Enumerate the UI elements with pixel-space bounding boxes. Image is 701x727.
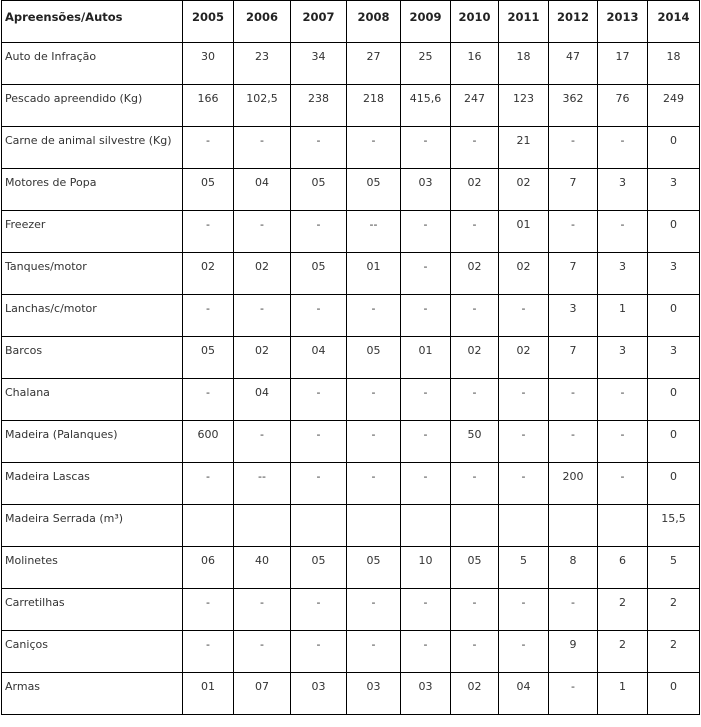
value-cell: - — [451, 631, 499, 673]
value-cell: - — [183, 631, 234, 673]
value-cell: - — [183, 589, 234, 631]
value-cell — [291, 505, 347, 547]
value-cell: - — [291, 379, 347, 421]
value-cell: 18 — [499, 43, 549, 85]
row-label: Motores de Popa — [2, 169, 183, 211]
value-cell: 1 — [598, 295, 648, 337]
table-row — [2, 631, 700, 673]
value-cell: - — [183, 295, 234, 337]
value-cell: - — [234, 127, 291, 169]
value-cell: 27 — [347, 43, 401, 85]
value-cell: - — [499, 631, 549, 673]
table-row — [2, 295, 700, 337]
value-cell: 34 — [291, 43, 347, 85]
value-cell: - — [598, 127, 648, 169]
row-label: Pescado apreendido (Kg) — [2, 85, 183, 127]
table-row — [2, 505, 700, 547]
value-cell: 17 — [598, 43, 648, 85]
value-cell: - — [234, 295, 291, 337]
value-cell: 5 — [499, 547, 549, 589]
value-cell: 40 — [234, 547, 291, 589]
value-cell: 16 — [451, 43, 499, 85]
value-cell: - — [347, 589, 401, 631]
value-cell: 8 — [549, 547, 598, 589]
row-label: Madeira (Palanques) — [2, 421, 183, 463]
year-header: 2007 — [291, 1, 347, 43]
value-cell: - — [183, 463, 234, 505]
value-cell: - — [549, 421, 598, 463]
value-cell: 04 — [499, 673, 549, 715]
value-cell: 2 — [598, 631, 648, 673]
value-cell: - — [291, 631, 347, 673]
value-cell: - — [291, 295, 347, 337]
value-cell: - — [401, 211, 451, 253]
value-cell — [234, 505, 291, 547]
value-cell: 1 — [598, 673, 648, 715]
value-cell: 0 — [648, 127, 700, 169]
value-cell: - — [347, 421, 401, 463]
table-row — [2, 211, 700, 253]
row-label: Chalana — [2, 379, 183, 421]
value-cell: 2 — [598, 589, 648, 631]
value-cell: 02 — [451, 169, 499, 211]
value-cell: 15,5 — [648, 505, 700, 547]
value-cell: 05 — [183, 337, 234, 379]
value-cell: - — [598, 211, 648, 253]
table-row — [2, 589, 700, 631]
value-cell: - — [183, 211, 234, 253]
row-label: Carne de animal silvestre (Kg) — [2, 127, 183, 169]
value-cell: 7 — [549, 337, 598, 379]
row-label: Carretilhas — [2, 589, 183, 631]
value-cell — [549, 505, 598, 547]
value-cell: 6 — [598, 547, 648, 589]
value-cell: - — [347, 127, 401, 169]
value-cell: 05 — [291, 169, 347, 211]
year-header: 2005 — [183, 1, 234, 43]
year-header: 2009 — [401, 1, 451, 43]
table-row — [2, 85, 700, 127]
value-cell: - — [549, 127, 598, 169]
row-label: Auto de Infração — [2, 43, 183, 85]
value-cell: 415,6 — [401, 85, 451, 127]
value-cell: - — [401, 589, 451, 631]
value-cell: - — [401, 379, 451, 421]
row-label: Caniços — [2, 631, 183, 673]
value-cell: -- — [234, 463, 291, 505]
value-cell: 0 — [648, 295, 700, 337]
value-cell: 2 — [648, 631, 700, 673]
value-cell: 7 — [549, 253, 598, 295]
value-cell: 02 — [183, 253, 234, 295]
value-cell: - — [499, 589, 549, 631]
value-cell: 10 — [401, 547, 451, 589]
value-cell: 02 — [451, 253, 499, 295]
value-cell: 02 — [451, 337, 499, 379]
value-cell: 2 — [648, 589, 700, 631]
value-cell: 05 — [291, 547, 347, 589]
table-row — [2, 253, 700, 295]
value-cell: - — [183, 127, 234, 169]
value-cell: 03 — [347, 673, 401, 715]
value-cell — [183, 505, 234, 547]
table-row — [2, 337, 700, 379]
value-cell: - — [183, 379, 234, 421]
value-cell: 01 — [183, 673, 234, 715]
value-cell: - — [401, 463, 451, 505]
value-cell: - — [234, 421, 291, 463]
row-label: Lanchas/c/motor — [2, 295, 183, 337]
value-cell: - — [234, 631, 291, 673]
value-cell: 9 — [549, 631, 598, 673]
value-cell: 5 — [648, 547, 700, 589]
value-cell: - — [451, 379, 499, 421]
value-cell: 21 — [499, 127, 549, 169]
row-label: Tanques/motor — [2, 253, 183, 295]
value-cell: - — [549, 589, 598, 631]
value-cell: - — [598, 463, 648, 505]
value-cell: 0 — [648, 673, 700, 715]
value-cell: 04 — [234, 379, 291, 421]
value-cell: - — [401, 253, 451, 295]
value-cell: - — [347, 631, 401, 673]
table-row — [2, 43, 700, 85]
table-row — [2, 379, 700, 421]
value-cell: - — [234, 589, 291, 631]
value-cell: - — [451, 127, 499, 169]
value-cell: 123 — [499, 85, 549, 127]
value-cell: 04 — [234, 169, 291, 211]
value-cell: - — [401, 295, 451, 337]
value-cell: 05 — [347, 547, 401, 589]
row-label: Freezer — [2, 211, 183, 253]
value-cell: 01 — [347, 253, 401, 295]
value-cell: 04 — [291, 337, 347, 379]
table-row — [2, 463, 700, 505]
value-cell: - — [291, 463, 347, 505]
value-cell: 600 — [183, 421, 234, 463]
row-label: Madeira Lascas — [2, 463, 183, 505]
value-cell: 01 — [499, 211, 549, 253]
value-cell: 3 — [598, 337, 648, 379]
value-cell: 02 — [499, 253, 549, 295]
value-cell: 3 — [598, 169, 648, 211]
value-cell: 03 — [291, 673, 347, 715]
value-cell: 18 — [648, 43, 700, 85]
header-label-cell: Apreensões/Autos — [2, 1, 183, 43]
row-label: Molinetes — [2, 547, 183, 589]
value-cell: - — [347, 379, 401, 421]
year-header: 2014 — [648, 1, 700, 43]
value-cell: - — [234, 211, 291, 253]
value-cell: 362 — [549, 85, 598, 127]
value-cell: - — [401, 421, 451, 463]
value-cell: 25 — [401, 43, 451, 85]
value-cell: 249 — [648, 85, 700, 127]
row-label: Armas — [2, 673, 183, 715]
value-cell: 47 — [549, 43, 598, 85]
value-cell: - — [291, 211, 347, 253]
value-cell: - — [451, 295, 499, 337]
value-cell: - — [347, 463, 401, 505]
value-cell: 02 — [451, 673, 499, 715]
value-cell: 23 — [234, 43, 291, 85]
value-cell: -- — [347, 211, 401, 253]
value-cell — [451, 505, 499, 547]
value-cell: 05 — [183, 169, 234, 211]
value-cell: 06 — [183, 547, 234, 589]
value-cell: 05 — [451, 547, 499, 589]
value-cell: 02 — [234, 337, 291, 379]
value-cell: 247 — [451, 85, 499, 127]
value-cell: - — [549, 673, 598, 715]
value-cell — [347, 505, 401, 547]
row-label: Madeira Serrada (m³) — [2, 505, 183, 547]
value-cell: 01 — [401, 337, 451, 379]
year-header: 2013 — [598, 1, 648, 43]
value-cell: - — [549, 211, 598, 253]
value-cell: 76 — [598, 85, 648, 127]
row-label: Barcos — [2, 337, 183, 379]
year-header: 2006 — [234, 1, 291, 43]
value-cell: 3 — [598, 253, 648, 295]
value-cell: - — [499, 379, 549, 421]
value-cell: - — [401, 127, 451, 169]
year-header: 2008 — [347, 1, 401, 43]
value-cell: 3 — [648, 253, 700, 295]
header-row — [2, 1, 700, 43]
value-cell: 3 — [648, 337, 700, 379]
value-cell: 218 — [347, 85, 401, 127]
value-cell: 166 — [183, 85, 234, 127]
value-cell: 07 — [234, 673, 291, 715]
value-cell: 30 — [183, 43, 234, 85]
value-cell: - — [451, 211, 499, 253]
table-row — [2, 547, 700, 589]
value-cell: 05 — [291, 253, 347, 295]
value-cell: - — [451, 463, 499, 505]
value-cell: 3 — [549, 295, 598, 337]
table-row — [2, 673, 700, 715]
value-cell: - — [499, 421, 549, 463]
seizures-table — [1, 0, 700, 715]
value-cell: - — [347, 295, 401, 337]
table-row — [2, 421, 700, 463]
value-cell: - — [499, 463, 549, 505]
value-cell: 102,5 — [234, 85, 291, 127]
value-cell: - — [499, 295, 549, 337]
value-cell: 05 — [347, 169, 401, 211]
value-cell: 7 — [549, 169, 598, 211]
value-cell: - — [549, 379, 598, 421]
value-cell: 02 — [499, 337, 549, 379]
table-body — [2, 43, 700, 715]
value-cell: 03 — [401, 169, 451, 211]
value-cell: - — [291, 589, 347, 631]
value-cell: 50 — [451, 421, 499, 463]
value-cell: - — [451, 589, 499, 631]
value-cell: - — [598, 421, 648, 463]
year-header: 2012 — [549, 1, 598, 43]
value-cell: 200 — [549, 463, 598, 505]
value-cell: - — [401, 631, 451, 673]
value-cell — [499, 505, 549, 547]
value-cell: - — [291, 127, 347, 169]
value-cell: 0 — [648, 211, 700, 253]
value-cell: 0 — [648, 379, 700, 421]
value-cell: 05 — [347, 337, 401, 379]
value-cell: - — [291, 421, 347, 463]
table-row — [2, 127, 700, 169]
value-cell: 238 — [291, 85, 347, 127]
value-cell: 3 — [648, 169, 700, 211]
value-cell: 02 — [499, 169, 549, 211]
value-cell: 0 — [648, 421, 700, 463]
value-cell: 02 — [234, 253, 291, 295]
value-cell: 03 — [401, 673, 451, 715]
year-header: 2010 — [451, 1, 499, 43]
value-cell: 0 — [648, 463, 700, 505]
year-header: 2011 — [499, 1, 549, 43]
value-cell — [401, 505, 451, 547]
value-cell — [598, 505, 648, 547]
value-cell: - — [598, 379, 648, 421]
table-row — [2, 169, 700, 211]
